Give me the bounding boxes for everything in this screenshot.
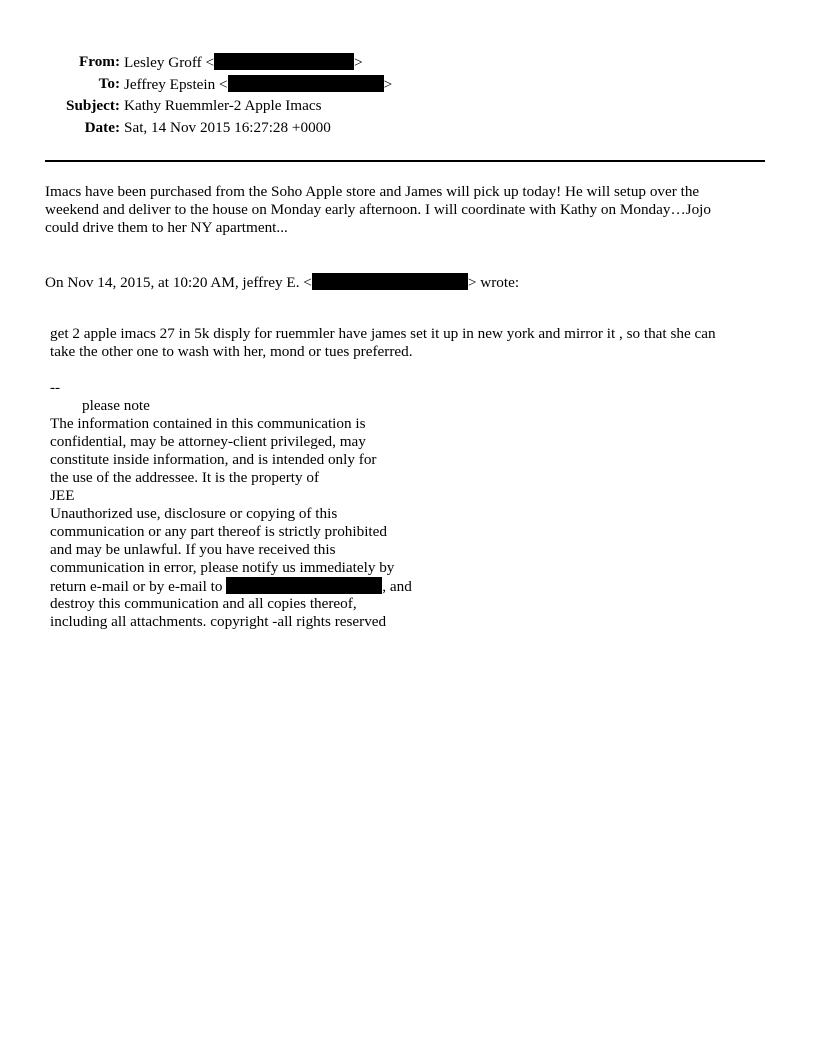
disclaimer-line: and may be unlawful. If you have received this: [50, 541, 336, 558]
from-label: From:: [78, 53, 120, 70]
quoted-line: get 2 apple imacs 27 in 5k disply for ruemmler have james set it up in new york and mirror it , so that she can: [50, 325, 716, 342]
subject-row: [0, 97, 816, 119]
quote-intro-before: On Nov 14, 2015, at 10:20 AM, jeffrey E. <: [45, 274, 312, 291]
reply-line: could drive them to her NY apartment...: [45, 219, 288, 236]
from-email-redaction: [214, 53, 354, 70]
from-value: [124, 53, 363, 72]
quoted-line: take the other one to wash with her, mond or tues preferred.: [50, 343, 413, 360]
disclaimer-line: destroy this communication and all copies thereof,: [50, 595, 357, 612]
to-email-redaction: [228, 75, 384, 92]
disclaimer-line: confidential, may be attorney-client privileged, may: [50, 433, 366, 450]
to-label: To:: [98, 75, 120, 92]
from-row: [0, 53, 816, 75]
reply-paragraph: [45, 183, 711, 237]
quoted-message: [50, 325, 716, 361]
reply-line: weekend and deliver to the house on Monday early afternoon. I will coordinate with Kathy on Monday…Jojo: [45, 201, 711, 218]
disclaimer-line: the use of the addressee. It is the property of: [50, 469, 320, 486]
from-name: Lesley Groff: [124, 54, 202, 71]
disclaimer-line: JEE: [50, 487, 75, 504]
disclaimer-line: Unauthorized use, disclosure or copying of this: [50, 505, 338, 522]
quote-intro: [45, 273, 519, 292]
disclaimer-line: including all attachments. copyright -all rights reserved: [50, 613, 387, 630]
quote-email-redaction: [312, 273, 468, 290]
sig-separator: --: [50, 379, 61, 396]
header-divider: [45, 160, 765, 162]
disclaimer-email-redaction: [226, 577, 382, 594]
signature-block: [50, 379, 412, 631]
to-value: [124, 75, 392, 94]
disclaimer-line: The information contained in this communication is: [50, 415, 366, 432]
from-open-bracket: <: [205, 54, 215, 71]
reply-line: Imacs have been purchased from the Soho Apple store and James will pick up today! He will setup over the: [45, 183, 700, 200]
to-row: [0, 75, 816, 97]
date-value: Sat, 14 Nov 2015 16:27:28 +0000: [124, 119, 331, 136]
sig-note: please note: [82, 397, 150, 414]
to-name: Jeffrey Epstein: [124, 76, 216, 93]
to-open-bracket: <: [219, 76, 228, 93]
from-close-bracket: >: [354, 54, 363, 71]
disclaimer-line: communication or any part thereof is strictly prohibited: [50, 523, 387, 540]
disclaimer-line: communication in error, please notify us immediately by: [50, 559, 395, 576]
to-close-bracket: >: [383, 76, 393, 93]
quote-intro-after: > wrote:: [467, 274, 520, 291]
date-row: [0, 119, 816, 141]
disclaimer-email-line: [50, 577, 412, 595]
disclaimer-email-before: return e-mail or by e-mail to: [50, 578, 227, 595]
subject-value: Kathy Ruemmler-2 Apple Imacs: [124, 97, 322, 114]
disclaimer-line: constitute inside information, and is intended only for: [50, 451, 377, 468]
disclaimer-email-after: , and: [382, 578, 412, 595]
subject-label: Subject:: [66, 97, 120, 114]
date-label: Date:: [84, 119, 120, 136]
